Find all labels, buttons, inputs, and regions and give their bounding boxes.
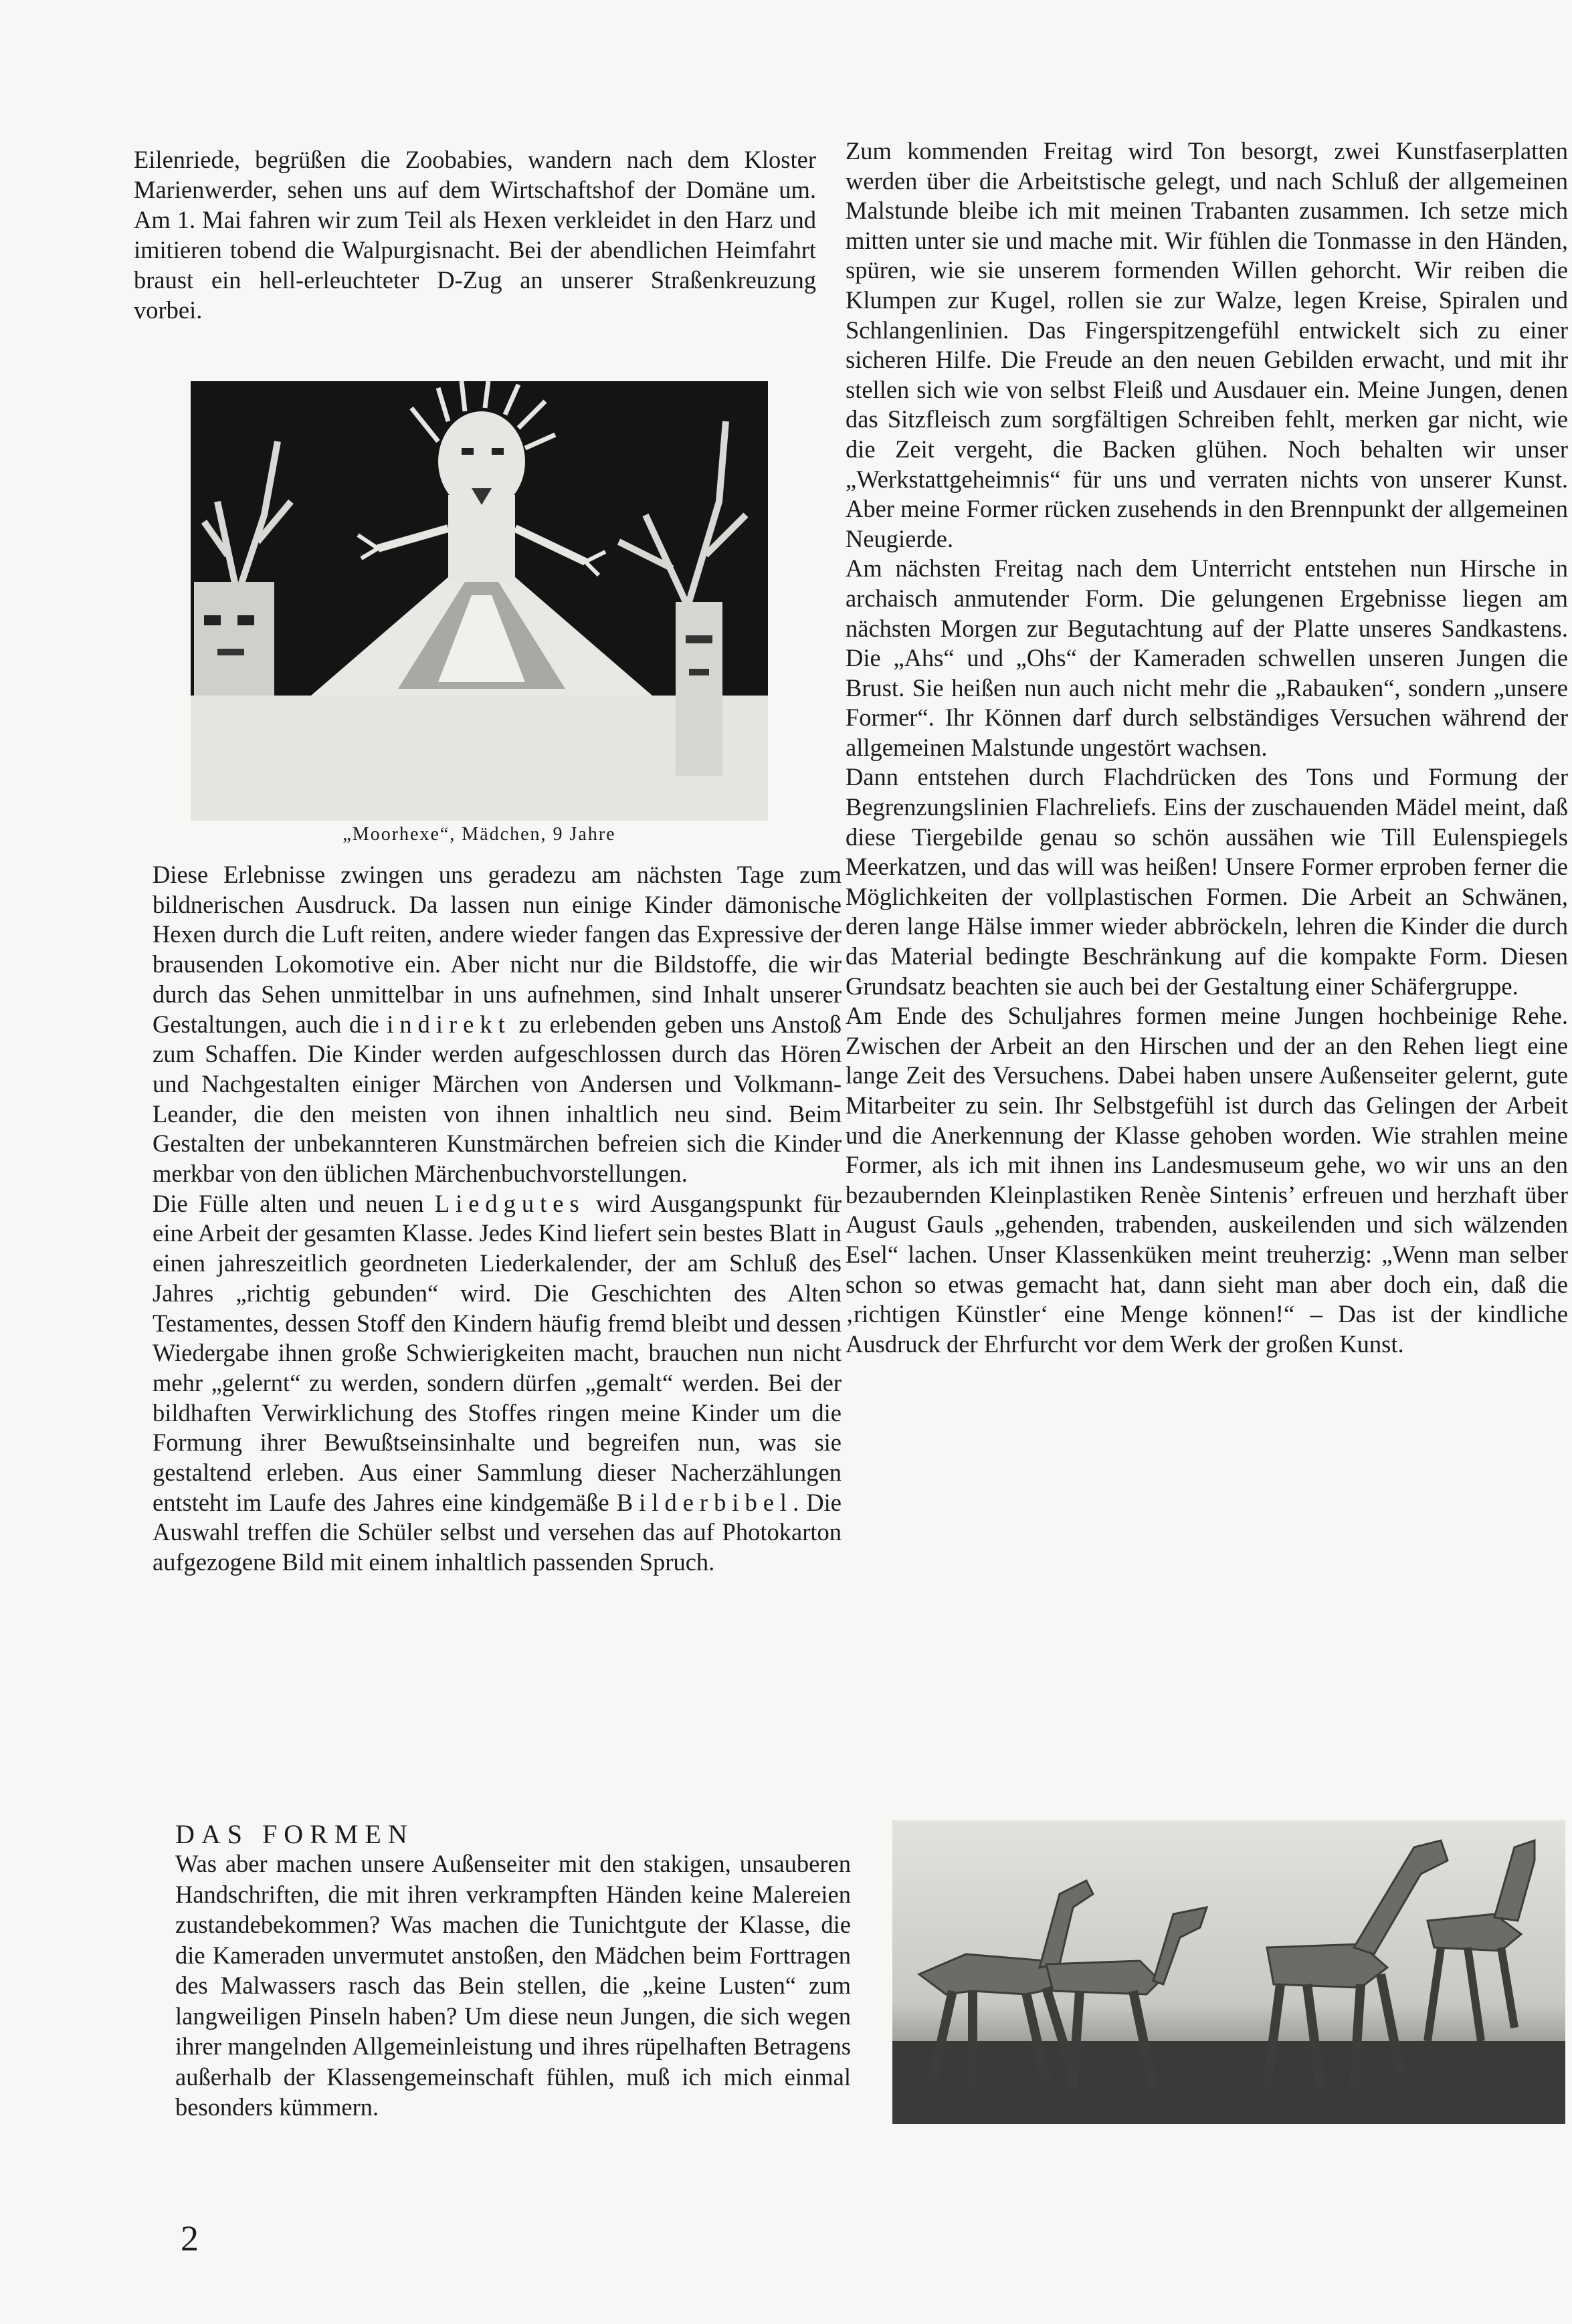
paragraph-rehe: Am Ende des Schuljahres formen meine Jungen hochbeinige Rehe. Zwischen der Arbeit an den Hirschen und der an den Rehen liegt eine lange Zeit des Versuchens. Dabei haben unsere Außenseiter gelernt, gute Mitarbeiter zu sein. Ihr Selbstgefühl ist durch das Gelingen der Arbeit und die Anerkennung der Klasse gehoben worden. Wie strahlen meine Former, als ich mit ihnen ins Landesmuseum gehe, wo wir uns an den bezaubernden Kleinplastiken Renèe Sintenis’ erfreuen und herzhaft über August Gauls „gehenden, trabenden, auskeilenden und sich wälzenden Esel“ lachen. Unser Klassenküken meint treuherzig: „Wenn man selber schon so etwas gemacht hat, dann sieht man aber doch ein, daß die ‚richtigen Künstler‘ eine Menge können!“ – Das ist der kindliche Ausdruck der Ehrfurcht vor dem Werk der großen Kunst. (846, 1002, 1568, 1358)
section-heading: DAS FORMEN (175, 1819, 414, 1849)
figure-caption: „Moorhexe“, Mädchen, 9 Jahre (342, 824, 616, 845)
paragraph-erlebnisse: Diese Erlebnisse zwingen uns geradezu am nächsten Tage zum bildnerischen Ausdruck. Da lassen nun einige Kinder dämonische Hexen durch die Luft reiten, andere wieder fangen das Expressive der brausenden Lokomotive ein. Aber nicht nur die Bildstoffe, die wir durch das Sehen unmittelbar in uns aufnehmen, sind Inhalt unserer Gestaltungen, auch die indirekt zu erlebenden geben uns Anstoß zum Schaffen. Die Kinder werden aufgeschlossen durch das Hören und Nachgestalten einiger Märchen von Andersen und Volkmann-Leander, die den meisten von ihnen inhaltlich neu sind. Beim Gestalten der unbekannteren Kunstmärchen befreien sich die Kinder merkbar von den üblichen Märchenbuchvorstellungen. (153, 861, 842, 1188)
paragraph-ton: Zum kommenden Freitag wird Ton besorgt, zwei Kunstfaserplatten werden über die Arbeitstische gelegt, und nach Schluß der allgemeinen Malstunde bleibe ich mit meinen Trabanten zusammen. Ich setze mich mitten unter sie und mache mit. Wir fühlen die Tonmasse in den Händen, spüren, wie sie unserem formenden Willen gehorcht. Wir reiben die Klumpen zur Kugel, rollen sie zur Walze, legen Kreise, Spiralen und Schlangenlinien. Das Fingerspitzengefühl entwickelt sich zu einer sicheren Hilfe. Die Freude an den neuen Gebilden erwacht, und mit ihr stellen sich wie von selbst Fleiß und Ausdauer ein. Meine Jungen, denen das Sitzfleisch zum sorgfältigen Schreiben fehlt, merken gar nicht, wie die Zeit vergeht, die Backen glühen. Noch behalten wir unser „Werkstattgeheimnis“ für uns und verraten nichts von unserer Kunst. Aber meine Former rücken zusehends in den Brennpunkt der allgemeinen Neugierde. (846, 137, 1568, 552)
page-number: 2 (181, 2218, 199, 2258)
paragraph-flachreliefs: Dann entstehen durch Flachdrücken des Tons und Formung der Begrenzungslinien Flachreliefs. Eins der zuschauenden Mädel meint, daß diese Tiergebilde genau so schön aussähen wie Till Eulenspiegels Meerkatzen, und das will was heißen! Unsere Former erproben ferner die Möglichkeiten der vollplastischen Formen. Die Arbeit an Schwänen, deren lange Hälse immer wieder abbröckeln, lehren die Kinder die durch das Material bedingte Beschränkung auf die kompakte Form. Diesen Grundsatz beachten sie auch bei der Gestaltung einer Schäfergruppe. (846, 763, 1568, 1000)
paragraph-hirsche: Am nächsten Freitag nach dem Unterricht entstehen nun Hirsche in archaisch anmutender Form. Die gelungenen Ergebnisse liegen am nächsten Morgen zur Begutachtung auf der Platte unseres Sandkastens. Die „Ahs“ und „Ohs“ der Kameraden schwellen unseren Jungen die Brust. Sie heißen nun auch nicht mehr die „Rabauken“, sondern „unsere Former“. Ihr Können darf durch selbständiges Versuchen während der allgemeinen Malstunde ungestört wachsen. (846, 554, 1568, 761)
paragraph-formen: Was aber machen unsere Außenseiter mit den stakigen, unsauberen Handschriften, die mit ihren verkrampften Händen keine Malereien zustandebekommen? Was machen die Tunichtgute der Klasse, die die Kameraden unvermutet anstoßen, den Mädchen beim Forttragen des Malwassers rasch das Bein stellen, die „keine Lusten“ zum langweiligen Pinseln haben? Um diese neun Jungen, die sich wegen ihrer mangelnden Allgemeinleistung und ihres rüpelhaften Betragens außerhalb der Klassengemeinschaft fühlen, muß ich mich einmal besonders kümmern. (175, 1850, 851, 2121)
paragraph-intro: Eilenriede, begrüßen die Zoobabies, wandern nach dem Kloster Marienwerder, sehen uns auf dem Wirtschaftshof der Domäne um. Am 1. Mai fahren wir zum Teil als Hexen verkleidet in den Harz und imitieren tobend die Walpurgisnacht. Bei der abendlichen Heimfahrt braust ein hell-erleuchteter D-Zug an unserer Straßenkreuzung vorbei. (134, 146, 816, 324)
left-column-body (153, 860, 842, 1578)
paragraph-liedgut: Die Fülle alten und neuen Liedgutes wird Ausgangspunkt für eine Arbeit der gesamten Klasse. Jedes Kind liefert sein bestes Blatt in einen jahreszeitlich geordneten Liederkalender, der am Schluß des Jahres „richtig gebunden“ wird. Die Geschichten des Alten Testamentes, dessen Stoff den Kindern häufig fremd bleibt und dessen Wiedergabe ihnen große Schwierigkeiten macht, brauchen nun nicht mehr „gelernt“ zu werden, sondern dürfen „gemalt“ werden. Bei der bildhaften Verwirklichung des Stoffes ringen meine Kinder um die Formung ihrer Bewußtseinsinhalte und begreifen nun, was sie gestaltend erleben. Aus einer Sammlung dieser Nacherzählungen entsteht im Laufe des Jahres eine kindgemäße Bilderbibel. Die Auswahl treffen die Schüler selbst und versehen das auf Photokarton aufgezogene Bild mit einem inhaltlich passenden Spruch. (153, 1189, 842, 1576)
moorhexe-painting (191, 381, 768, 821)
right-column (846, 136, 1568, 1359)
clay-animals-photo (892, 1820, 1565, 2124)
left-column-top (134, 144, 816, 325)
